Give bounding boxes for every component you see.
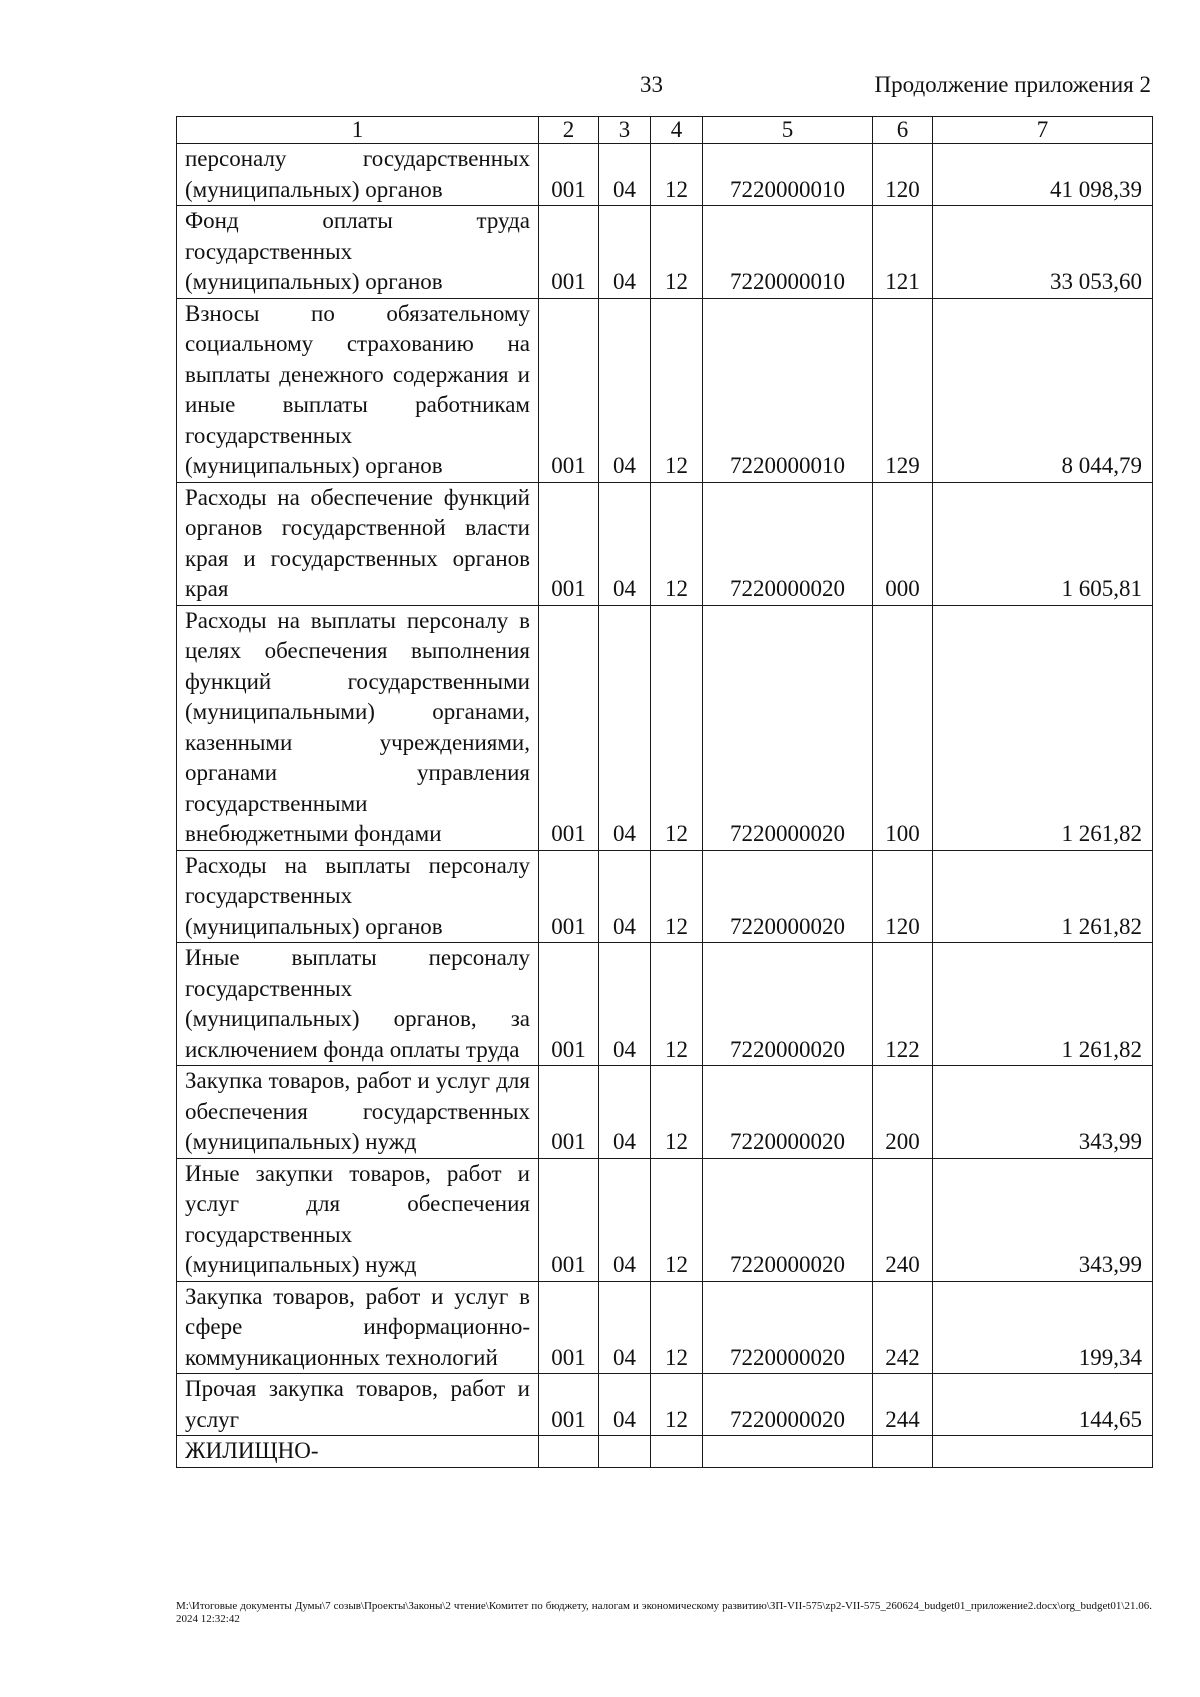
row-code-2: 001 — [539, 1066, 599, 1159]
page-number: 33 — [640, 72, 663, 97]
row-code-3: 04 — [599, 605, 651, 850]
row-name: Расходы на выплаты персоналу в целях обеспечения выполнения функций государственными (муниципальными) органами, казенными учреждениями, органами управления государственными внебюджетными фондами — [177, 605, 539, 850]
row-code-2: 001 — [539, 850, 599, 943]
row-code-5: 7220000010 — [703, 206, 873, 299]
row-code-2: 001 — [539, 298, 599, 482]
row-sum: 199,34 — [933, 1281, 1153, 1374]
row-code-4: 12 — [651, 206, 703, 299]
table-row — [177, 850, 1153, 943]
row-code-3: 04 — [599, 206, 651, 299]
table-row — [177, 1158, 1153, 1281]
row-sum: 1 261,82 — [933, 605, 1153, 850]
row-code-5: 7220000020 — [703, 1374, 873, 1436]
row-sum: 144,65 — [933, 1374, 1153, 1436]
row-code-4: 12 — [651, 943, 703, 1066]
row-code-2: 001 — [539, 1158, 599, 1281]
row-code-2 — [539, 1436, 599, 1468]
row-code-4: 12 — [651, 1158, 703, 1281]
row-code-5: 7220000020 — [703, 482, 873, 605]
row-code-6: 242 — [873, 1281, 933, 1374]
row-code-2: 001 — [539, 605, 599, 850]
row-code-6: 122 — [873, 943, 933, 1066]
row-code-4: 12 — [651, 1066, 703, 1159]
table-row — [177, 1281, 1153, 1374]
row-code-2: 001 — [539, 1374, 599, 1436]
row-sum: 1 605,81 — [933, 482, 1153, 605]
row-sum: 8 044,79 — [933, 298, 1153, 482]
row-code-3: 04 — [599, 298, 651, 482]
row-code-6: 121 — [873, 206, 933, 299]
row-name: Расходы на выплаты персоналу государственных (муниципальных) органов — [177, 850, 539, 943]
row-code-3: 04 — [599, 1281, 651, 1374]
row-sum: 33 053,60 — [933, 206, 1153, 299]
table-row — [177, 298, 1153, 482]
row-code-6: 200 — [873, 1066, 933, 1159]
row-code-4: 12 — [651, 1281, 703, 1374]
row-code-4: 12 — [651, 605, 703, 850]
row-sum: 1 261,82 — [933, 943, 1153, 1066]
row-sum — [933, 1436, 1153, 1468]
row-code-2: 001 — [539, 943, 599, 1066]
row-code-5: 7220000020 — [703, 1158, 873, 1281]
column-header-3: 3 — [599, 117, 651, 144]
row-name: Закупка товаров, работ и услуг для обеспечения государственных (муниципальных) нужд — [177, 1066, 539, 1159]
row-code-4: 12 — [651, 1374, 703, 1436]
continuation-label: Продолжение приложения 2 — [874, 72, 1151, 97]
row-name: Закупка товаров, работ и услуг в сфере информационно-коммуникационных технологий — [177, 1281, 539, 1374]
row-name: Иные выплаты персоналу государственных (муниципальных) органов, за исключением фонда оплаты труда — [177, 943, 539, 1066]
column-header-6: 6 — [873, 117, 933, 144]
row-sum: 41 098,39 — [933, 144, 1153, 206]
row-code-5: 7220000010 — [703, 144, 873, 206]
row-code-3 — [599, 1436, 651, 1468]
row-code-5: 7220000020 — [703, 605, 873, 850]
row-sum: 1 261,82 — [933, 850, 1153, 943]
row-name: Расходы на обеспечение функций органов государственной власти края и государственных органов края — [177, 482, 539, 605]
row-name: ЖИЛИЩНО- — [177, 1436, 539, 1468]
table-row — [177, 144, 1153, 206]
row-code-6 — [873, 1436, 933, 1468]
row-code-3: 04 — [599, 943, 651, 1066]
table-row — [177, 943, 1153, 1066]
table-row — [177, 605, 1153, 850]
row-name: Фонд оплаты труда государственных (муниципальных) органов — [177, 206, 539, 299]
table-row — [177, 1436, 1153, 1468]
row-code-2: 001 — [539, 206, 599, 299]
row-code-5: 7220000020 — [703, 850, 873, 943]
row-code-5: 7220000020 — [703, 943, 873, 1066]
row-code-4: 12 — [651, 298, 703, 482]
row-code-6: 240 — [873, 1158, 933, 1281]
column-header-5: 5 — [703, 117, 873, 144]
table-row — [177, 1066, 1153, 1159]
column-header-7: 7 — [933, 117, 1153, 144]
row-code-6: 120 — [873, 850, 933, 943]
footer-file-path: M:\Итоговые документы Думы\7 созыв\Проекты\Законы\2 чтение\Комитет по бюджету, налогам и экономическому развитию\ЗП-VII-575\zp2-VII-575_260624_budget01_приложение2.docx\org_budget01\21.06.2024 12:32:42 — [176, 1600, 1152, 1625]
budget-table — [176, 116, 1153, 1468]
row-code-6: 244 — [873, 1374, 933, 1436]
row-name: персоналу государственных (муниципальных) органов — [177, 144, 539, 206]
row-name: Взносы по обязательному социальному страхованию на выплаты денежного содержания и иные выплаты работникам государственных (муниципальных) органов — [177, 298, 539, 482]
row-code-6: 000 — [873, 482, 933, 605]
row-code-6: 129 — [873, 298, 933, 482]
row-sum: 343,99 — [933, 1158, 1153, 1281]
row-name: Иные закупки товаров, работ и услуг для обеспечения государственных (муниципальных) нужд — [177, 1158, 539, 1281]
table-row — [177, 1374, 1153, 1436]
row-code-2: 001 — [539, 144, 599, 206]
row-code-4: 12 — [651, 850, 703, 943]
table-row — [177, 482, 1153, 605]
row-code-3: 04 — [599, 144, 651, 206]
row-code-5 — [703, 1436, 873, 1468]
row-code-2: 001 — [539, 482, 599, 605]
row-code-4 — [651, 1436, 703, 1468]
row-code-6: 100 — [873, 605, 933, 850]
row-code-3: 04 — [599, 850, 651, 943]
row-code-4: 12 — [651, 482, 703, 605]
row-code-5: 7220000020 — [703, 1066, 873, 1159]
row-code-4: 12 — [651, 144, 703, 206]
row-code-5: 7220000010 — [703, 298, 873, 482]
column-header-1: 1 — [177, 117, 539, 144]
row-code-3: 04 — [599, 1374, 651, 1436]
row-name: Прочая закупка товаров, работ и услуг — [177, 1374, 539, 1436]
row-code-3: 04 — [599, 482, 651, 605]
row-code-5: 7220000020 — [703, 1281, 873, 1374]
row-sum: 343,99 — [933, 1066, 1153, 1159]
row-code-6: 120 — [873, 144, 933, 206]
header-row — [177, 117, 1153, 144]
row-code-2: 001 — [539, 1281, 599, 1374]
table-row — [177, 206, 1153, 299]
column-header-2: 2 — [539, 117, 599, 144]
row-code-3: 04 — [599, 1158, 651, 1281]
row-code-3: 04 — [599, 1066, 651, 1159]
column-header-4: 4 — [651, 117, 703, 144]
